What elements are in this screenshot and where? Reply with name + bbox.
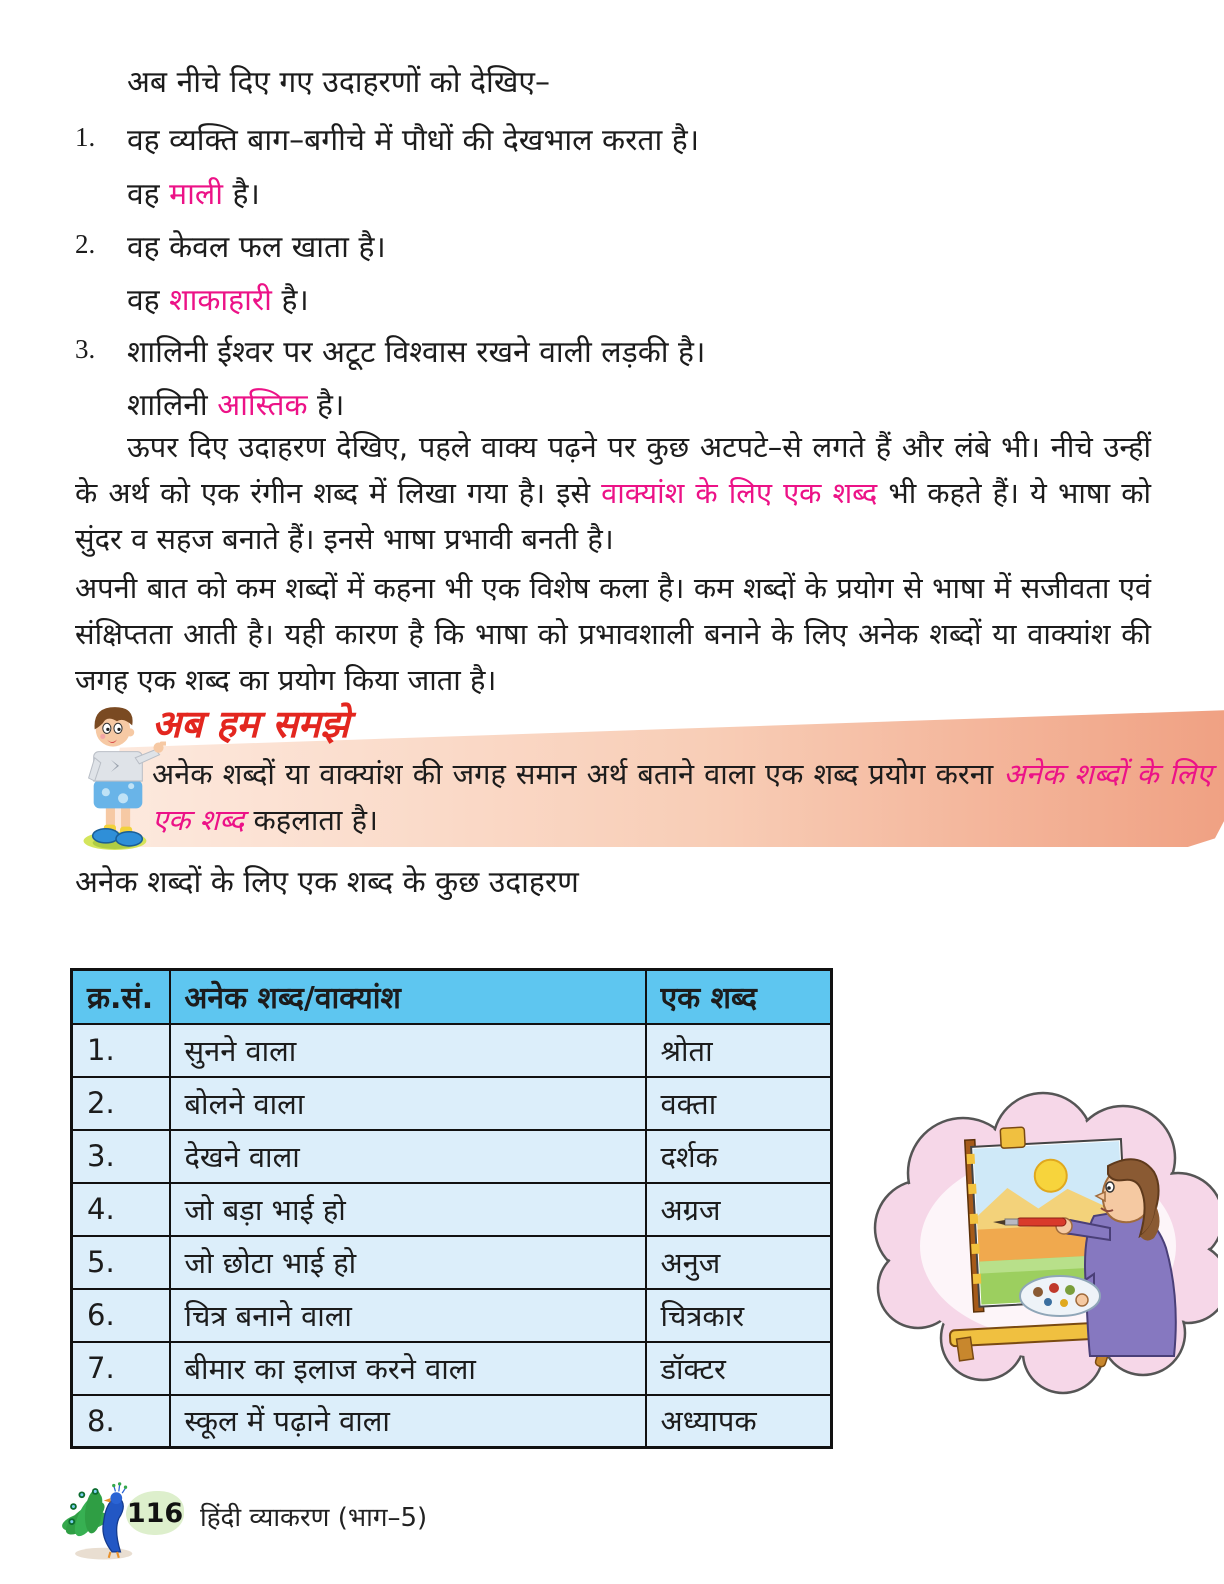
table-row: 3. देखने वाला दर्शक	[72, 1130, 832, 1183]
example-answer: वह माली है।	[127, 177, 260, 212]
table-row: 1. सुनने वाला श्रोता	[72, 1024, 832, 1077]
highlighted-phrase: वाक्यांश के लिए एक शब्द	[601, 476, 878, 510]
highlighted-word: माली	[169, 177, 223, 212]
concept-box	[95, 703, 1224, 847]
example-sentence: वह व्यक्ति बाग–बगीचे में पौधों की देखभाल करता है।	[127, 123, 700, 158]
book-title: हिंदी व्याकरण (भाग–5)	[200, 1503, 428, 1533]
concept-box-title: अब हम समझे	[152, 702, 350, 746]
header-word: एक शब्द	[646, 970, 832, 1024]
table-row: 4. जो बड़ा भाई हो अग्रज	[72, 1183, 832, 1236]
table-row: 7. बीमार का इलाज करने वाला डॉक्टर	[72, 1342, 832, 1395]
table-row: 5. जो छोटा भाई हो अनुज	[72, 1236, 832, 1289]
paragraph-explanation: ऊपर दिए उदाहरण देखिए, पहले वाक्य पढ़ने पर कुछ अटपटे–से लगते हैं और लंबे भी। नीचे उन्हीं के अर्थ को एक रंगीन शब्द में लिखा गया है। इसे वाक्यांश के लिए एक शब्द भी कहते हैं। ये भाषा को सुंदर व सहज बनाते हैं। इनसे भाषा प्रभावी बनती है।	[75, 430, 1151, 556]
page-number-badge: 116	[126, 1491, 184, 1535]
example-sentence: वह केवल फल खाता है।	[127, 230, 386, 265]
painter-illustration	[858, 1088, 1218, 1398]
concept-box-text: अनेक शब्दों या वाक्यांश की जगह समान अर्थ बताने वाला एक शब्द प्रयोग करना अनेक शब्दों के लिए एक शब्द कहलाता है।	[152, 757, 1212, 837]
paragraph-art-of-brevity: अपनी बात को कम शब्दों में कहना भी एक विशेष कला है। कम शब्दों के प्रयोग से भाषा में सजीवता एवं संक्षिप्तता आती है। यही कारण है कि भाषा को प्रभावशाली बनाने के लिए अनेक शब्दों या वाक्यांश की जगह एक शब्द का प्रयोग किया जाता है।	[75, 571, 1151, 697]
example-answer: वह शाकाहारी है।	[127, 283, 309, 318]
table-header-row	[72, 970, 832, 1024]
example-number: 2.	[75, 229, 96, 259]
table-row: 2. बोलने वाला वक्ता	[72, 1077, 832, 1130]
example-number: 3.	[75, 334, 96, 364]
example-answer: शालिनी आस्तिक है।	[127, 388, 345, 423]
highlighted-word: आस्तिक	[217, 388, 308, 423]
example-sentence: शालिनी ईश्वर पर अटूट विश्वास रखने वाली लड़की है।	[127, 335, 706, 370]
table-row: 6. चित्र बनाने वाला चित्रकार	[72, 1289, 832, 1342]
table-intro-line: अनेक शब्दों के लिए एक शब्द के कुछ उदाहरण	[75, 865, 579, 900]
table-row: 8. स्कूल में पढ़ाने वाला अध्यापक	[72, 1395, 832, 1448]
highlighted-word: शाकाहारी	[169, 283, 272, 318]
highlighted-term: अनेक शब्दों के लिए एक शब्द	[152, 757, 1212, 837]
example-number: 1.	[75, 122, 96, 152]
one-word-substitution-table	[70, 968, 833, 1449]
header-phrase: अनेक शब्द/वाक्यांश	[170, 970, 646, 1024]
intro-line: अब नीचे दिए गए उदाहरणों को देखिए–	[127, 65, 550, 100]
header-serial: क्र.सं.	[72, 970, 170, 1024]
